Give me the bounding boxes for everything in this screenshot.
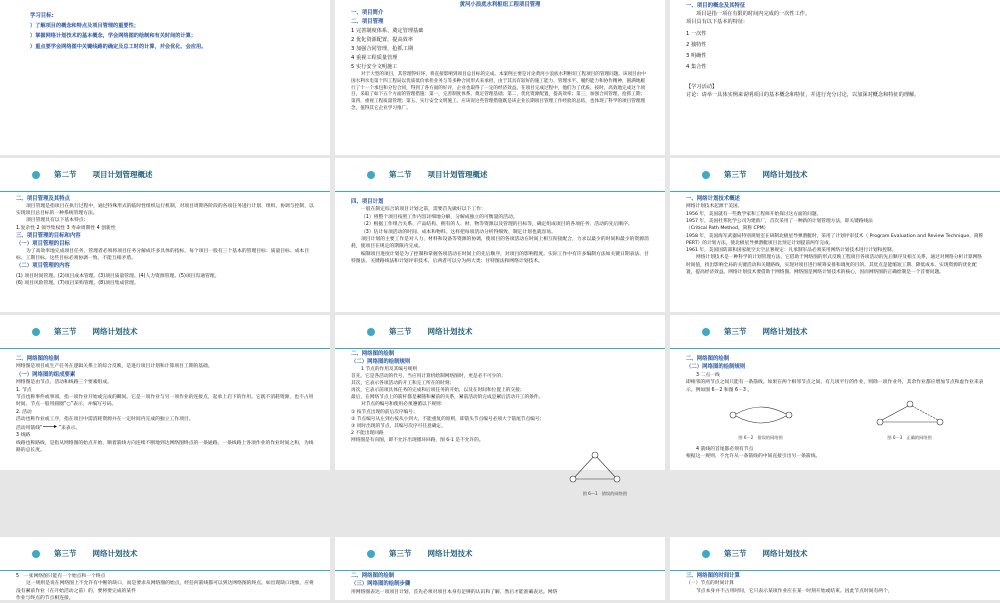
study-activity-text: 讨论：请举一具体实例来说明项目的基本概念和特征，并进行充分讨论，以加深对概念和特征的理解。 [686, 91, 920, 98]
section-title: 网络计划技术 [427, 548, 473, 558]
paragraph: 对节点的编号和使用必须遵循以下规则： [361, 402, 446, 408]
list-item: 4 重视工程质量管理 [351, 55, 398, 62]
section-number: 第二节 [54, 169, 77, 179]
paragraph: 这一规则是说在网络图上不允许有中断的缺口，而是要求从网络图的始点，经任何箭线都可以到达网络图的终点。如出现缺口现象，应将没有紧前作业（在开始活动之前）的，要将要完成的某件 [16, 581, 314, 594]
paragraph: 项目是指一项在有限的时间内完成的一次性工作。 [696, 11, 811, 18]
paragraph: 再次，它表示前项具体任务的完成和后项任务的开始，以及在时间和位置上的交接； [351, 388, 525, 394]
slide-case-xiaolangdi[interactable] [335, 0, 665, 155]
node-circle [570, 476, 576, 482]
node-circle [592, 452, 598, 458]
subsection-heading: （一）网络图的组成要素 [16, 371, 76, 378]
paragraph: 为了高效率地完成项目任务，管理者必须将项目任务分解成许多具体的指标，每个项目一般有三个基本的管理目标：质量目标、成本目标、工期目标。这些目标必须协调一致、不能互相矛盾。 [16, 249, 310, 262]
bullet-dot-icon [32, 328, 40, 336]
goals-title: 学习目标: [30, 13, 54, 19]
list-item: 1 完善制度体系、奠定管理基础 [351, 28, 424, 35]
text-fragment: 活动用箭线“ [16, 425, 43, 431]
paragraph: 1956 年，美国就有一些数学家和工程师开始探讨这方面的问题。 [686, 211, 822, 217]
paragraph: 即相邻的两节点之间只能有一条箭线。如果在两个相邻节点之间，有几项平行的作业，则除一项作业外，其余作业都应增加节点和虚作业来表示。例如图 6－2 和图 6－3 。 [686, 380, 984, 393]
list-item: 3 加强合同管理，抢抓工期 [351, 46, 414, 53]
list-item: 1 一次性 [686, 30, 707, 37]
bullet-dot-icon [32, 550, 40, 558]
paragraph: 1958 年，美国海军武器局特别规划室在研制北极星导弹潜艇时，采用了计划评审技术（ Program Evaluation and Review Technique，简称 PERT）的计划方法，使北极星导弹潜艇项目比预定计划提前两年完成。 [686, 233, 984, 246]
paragraph: 项目管理具有以下基本特点: [26, 218, 86, 224]
slide-header [0, 315, 330, 349]
item-heading: 1. 节点 [16, 387, 32, 393]
arrow-icon [42, 424, 58, 429]
paragraph: ① 按节点出现的前后次序编号； [351, 409, 418, 415]
section-title: 网络计划技术 [427, 326, 473, 336]
bullet-dot-icon [367, 171, 375, 179]
section-number: 第三节 [389, 326, 412, 336]
paragraph: 1961 年，美国国防部和国家航空太空总署规定：凡承制军品必须采用网络计划技术进行计划和控制。 [686, 248, 897, 254]
section-heading: 三、网络图的时间计算 [686, 573, 740, 579]
section-heading: 二、网络图的绘制 [351, 573, 395, 579]
rule-heading: 2 不能出现回路 [351, 430, 384, 436]
paragraph: (1) 项目时间管理。(2)项目成本管理。(3)项目质量管理。(4)人力资源管理。(5)项目沟通管理。 [16, 273, 220, 279]
paragraph: 节点本身并不占用时间，它只表示某项作业应在某一时刻开始或结束。因此节点时间有两个， [696, 588, 893, 594]
rule-heading: 1 节点的作用及其编号规则 [361, 367, 418, 373]
list-item: 2 独特性 [686, 41, 707, 48]
list-item: 2 优化资源配置，提高效率 [351, 37, 414, 44]
bullet-dot-icon [367, 550, 375, 558]
slide-two-points-one-line[interactable] [670, 315, 1000, 470]
section-heading: 二、网络图的绘制 [351, 351, 395, 357]
section-title: 网络计划技术 [92, 548, 138, 558]
section-heading: 一、网络计划技术概述 [686, 196, 740, 202]
study-activity-label: 【学习活动】 [686, 83, 718, 90]
slide-network-elements[interactable] [0, 315, 330, 470]
paragraph: 1.复杂性 2 领导集权性 3 寿命周期性 4 创新性 [16, 225, 116, 231]
section-number: 第三节 [54, 326, 77, 336]
bullet-dot-icon [702, 171, 710, 179]
paragraph: （Critical Path Method，简称 CPM） [686, 226, 769, 232]
paragraph: 线路也称路线，是指从网络图的始点开始，顺着箭线方向连续不断地到达网络图终点的一条通路。一条线路上各项作业的作业时间之和，为线路的总长度。 [16, 440, 314, 453]
list-item: 4 集合性 [686, 63, 707, 70]
section-heading: 一、项目的概念及其特征 [686, 3, 746, 9]
slide-header [670, 537, 1000, 571]
paragraph: 最后，在网络节点上的箭杆都是紧随和紧前的关系，紧前活动的完成是紧后活动开工的条件。 [351, 395, 544, 401]
paragraph: （1）将整个项目按照工作内容详细地分解，分解成独立的可衡量的活动。 [361, 214, 518, 220]
paragraph: 网络图是有向图，即不允许出现循环回路，图 6-1 是不允许的。 [351, 437, 484, 443]
slide-network-overview[interactable] [670, 158, 1000, 312]
paragraph: 编制项目进度计划是为了控制和掌握各项活动在时间上的先后顺序，对项目的影响程度。实际工作中有许多编制方法如关键日期表法、甘特图法、关键路线法和计划评审技术，后两者可以分为两大类：甘特图法和网络计划技术。 [351, 251, 649, 265]
slide-drawing-steps[interactable] [335, 537, 665, 600]
case-paragraph: 对于大型的项目，其管理得好坏，将直接影响到项目总目标的完成。本案例主要是讨论黄河小浪底水利枢纽工程项目的管理问题。该项目由中国水利水电第十四工程局以优质低价承担业务与等多种合同形式来承担，由于其具有较好的施工能力、管理水平、履约能力和协作精神，圆满地履行了十一个承包和分包合同，得到了各方面的好评，企业也取得了一定的经济效益。在项目完成过程中，他们为了优质、按时、高效地完成这个项目，采取了如下五个方面的管理措施：第一，完善制度体系、奠定管理基础；第二，优化资源配置，提高效率；第三，加强合同管理，抢抓工期；第四，重视工程质量管理；第五，实行安全文明施工。应该说这些管理措施既是该企业长期项目管理工作经验的总结，也体现了科学的项目管理理念，值得其它企业学习推广。 [351, 72, 646, 111]
rule-heading: 4 箭线的首尾都必须有节点 [696, 446, 754, 452]
bullet-dot-icon [367, 328, 375, 336]
text-fragment: ”来表示。 [58, 425, 81, 431]
section-heading: 二、项目管理 [351, 18, 384, 25]
slide-project-plan[interactable] [335, 158, 665, 312]
paragraph: 节点也称事件或事项，指一项作业开始或完成的瞬间。它是一项作业与另一项作业的连接点，起承上启下的作用。它既不消耗资源，也不占用时间。节点一般用圆圈“○”表示，并编写号码。 [16, 395, 314, 408]
section-number: 第三节 [724, 326, 747, 336]
paragraph [16, 424, 314, 432]
slide-title: 黄河小浪底水利枢纽工程项目管理 [459, 2, 541, 8]
paragraph: 网络计划技术是一种科学的计划管理方法，它借助于网络图的形式反映工程项目各项活动的先后顺序及相互关系，通过对网络分析计算网络时间值，找出影响全局的关键活动和关键路线，实现对项目进行统筹安排和调度的目的。其优点是能缩短工期、降低成本、实现资源的优化配置，提高经济效益。网络计划技术要借助于网络图。网络图是网络计划技术的核心，因而网络图的正确绘制是一个首要问题。 [686, 255, 982, 275]
paragraph: 项目管理是指项目在执行过程中，通过特殊形式的临时性组织运行机制，对项目周期各阶段的各项任务进行计划、组织、协调与控制，以实现项目总目标的一种系统管理方法。 [16, 204, 314, 217]
section-title: 网络计划技术 [92, 326, 138, 336]
subsection-heading: （二）网络图的绘制规则 [686, 364, 746, 371]
slide-header [670, 315, 1000, 349]
section-number: 第三节 [724, 548, 747, 558]
node-circle [614, 476, 620, 482]
slide-learning-goals[interactable] [0, 0, 330, 155]
section-heading: 二、网络图的绘制 [686, 356, 730, 362]
slide-single-start-end[interactable] [0, 537, 330, 600]
slide-header [335, 537, 665, 571]
item-heading: 2. 活动 [16, 409, 32, 415]
section-title: 网络计划技术 [762, 169, 808, 179]
slide-header [0, 158, 330, 192]
slide-pm-overview[interactable] [0, 158, 330, 312]
bullet-dot-icon [702, 550, 710, 558]
section-number: 第二节 [389, 169, 412, 179]
section-number: 第三节 [724, 169, 747, 179]
section-title: 项目计划管理概述 [92, 169, 153, 179]
paragraph: 其次，它表示各项活动的开工和完工所在的时刻； [351, 381, 455, 387]
section-heading: 二、项目管理及其特点 [16, 196, 70, 202]
list-item: 3 明确性 [686, 52, 707, 59]
paragraph: 项目计划的主要工作是对人力、材料和设备等资源的协调，使项目的各项活动在时间上相互衔接配合，力求以最少的时间和最少的资源消耗，使项目在规定的期限内完成。 [351, 237, 649, 250]
slide-header [335, 158, 665, 192]
paragraph: （3）估计每项活动的时间、成本和物料。这样把每项活动分析得细致、制定计划也就容易。 [361, 229, 556, 235]
figure-caption: 图 6－2 错误的网络图 [738, 435, 783, 441]
paragraph: 首先，它是各活动的代号，当应用计算机绘制网络图时，更是必不可少的； [351, 374, 506, 380]
list-item: 5 实行安全文明施工 [351, 64, 398, 71]
paragraph: （2）根据工作组合关系、产品结构、拥有的人、财、物等资源以及管理的目标等，确定组成项目的各项任务、活动的先后顺序。 [361, 222, 633, 228]
paragraph: 项目具有以下基本的特征: [686, 19, 745, 26]
figure-caption: 图 6－3 正确的网络图 [887, 435, 932, 441]
goal-item: ）了解项目的概念和特点及项目管理的重要性； [30, 23, 139, 30]
loop-diagram [565, 449, 625, 489]
paragraph: 用网络图表达一项项目计划，首先必须对项目本身有足够的认识和了解，然后才能准确表达。网络 [351, 589, 558, 595]
paragraph: 网络计划技术起源于美国。 [686, 204, 743, 210]
paragraph: 作业与终点的节点相连接。 [16, 596, 74, 602]
bullet-dot-icon [702, 328, 710, 336]
section-title: 网络计划技术 [762, 326, 808, 336]
subsection-heading: （三）网络图的绘制步骤 [351, 581, 411, 588]
correct-network-diagram [870, 398, 950, 432]
subsection-heading: （一）项目管理的目标 [16, 240, 70, 247]
slide-header [0, 537, 330, 571]
paragraph: (6) 项目风险管理。(7)项目采购管理。(8)项目集成管理。 [16, 280, 139, 286]
section-heading: 三、项目管理的目标和内容 [16, 232, 81, 239]
slide-project-concept[interactable] [670, 0, 1000, 155]
section-heading: 一、项目简介 [351, 10, 384, 17]
subsection-heading: （一）节点的时间计算 [686, 581, 734, 587]
slide-time-calculation[interactable] [670, 537, 1000, 600]
goal-item: ）掌握网络计划技术的基本概念，学会网络图的绘制和有关时间的计算； [30, 33, 197, 40]
section-number: 第三节 [54, 548, 77, 558]
slide-drawing-rules[interactable] [335, 315, 665, 496]
section-title: 网络计划技术 [762, 548, 808, 558]
section-heading: 四、项目计划 [351, 199, 384, 205]
paragraph: 活动也称作业或工序，指在项目中需消耗资源并在一定时间内完成的独立工作项目。 [16, 417, 194, 423]
rule-heading: 5 一张网络图只能有一个始点和一个终点 [16, 574, 106, 579]
paragraph: 网络图是项目或生产任务在逻辑关系上的综合反映，是进行项目计划和计算项目工期的基础。 [16, 364, 213, 370]
slide-header [670, 158, 1000, 192]
paragraph: 一般在制定综合的项目计划之前，需要首先做好以下工作： [361, 207, 486, 213]
subsection-heading: （二）项目管理的内容 [16, 263, 70, 270]
rule-heading: 3 二点一线 [696, 372, 720, 378]
paragraph: 根据这一规则，不允许从一条箭线的中间直接引出另一条箭线。 [686, 454, 821, 460]
slide-header [335, 315, 665, 349]
goal-item: ）重点要学会网络图中关键线路的确定及总工时的计算，并会优化、会应用。 [30, 43, 207, 50]
wrong-network-diagram [721, 398, 801, 432]
section-title: 项目计划管理概述 [427, 169, 488, 179]
paragraph: 网络图是由节点、活动和线路三个要素组成。 [16, 380, 112, 386]
paragraph: ③ 同时出现的节点，其编号次序可任意确定。 [351, 423, 446, 429]
section-number: 第三节 [389, 548, 412, 558]
figure-caption: 图 6—1 错误的网络图 [582, 491, 627, 496]
subsection-heading: （二）网络图的绘制规则 [351, 359, 411, 366]
section-heading: 二、网络图的绘制 [16, 356, 60, 362]
paragraph: ② 节点编号从左到右按从小到大、不能重复的原则，即箭头节点编号必须大于箭尾节点编号； [351, 416, 545, 422]
paragraph: 1957 年，美国杜邦化学公司为建新厂，首次采用了一种新的计划管理方法，即关键路线法 [686, 218, 873, 224]
item-heading: 3 线路 [16, 433, 31, 439]
bullet-dot-icon [32, 171, 40, 179]
